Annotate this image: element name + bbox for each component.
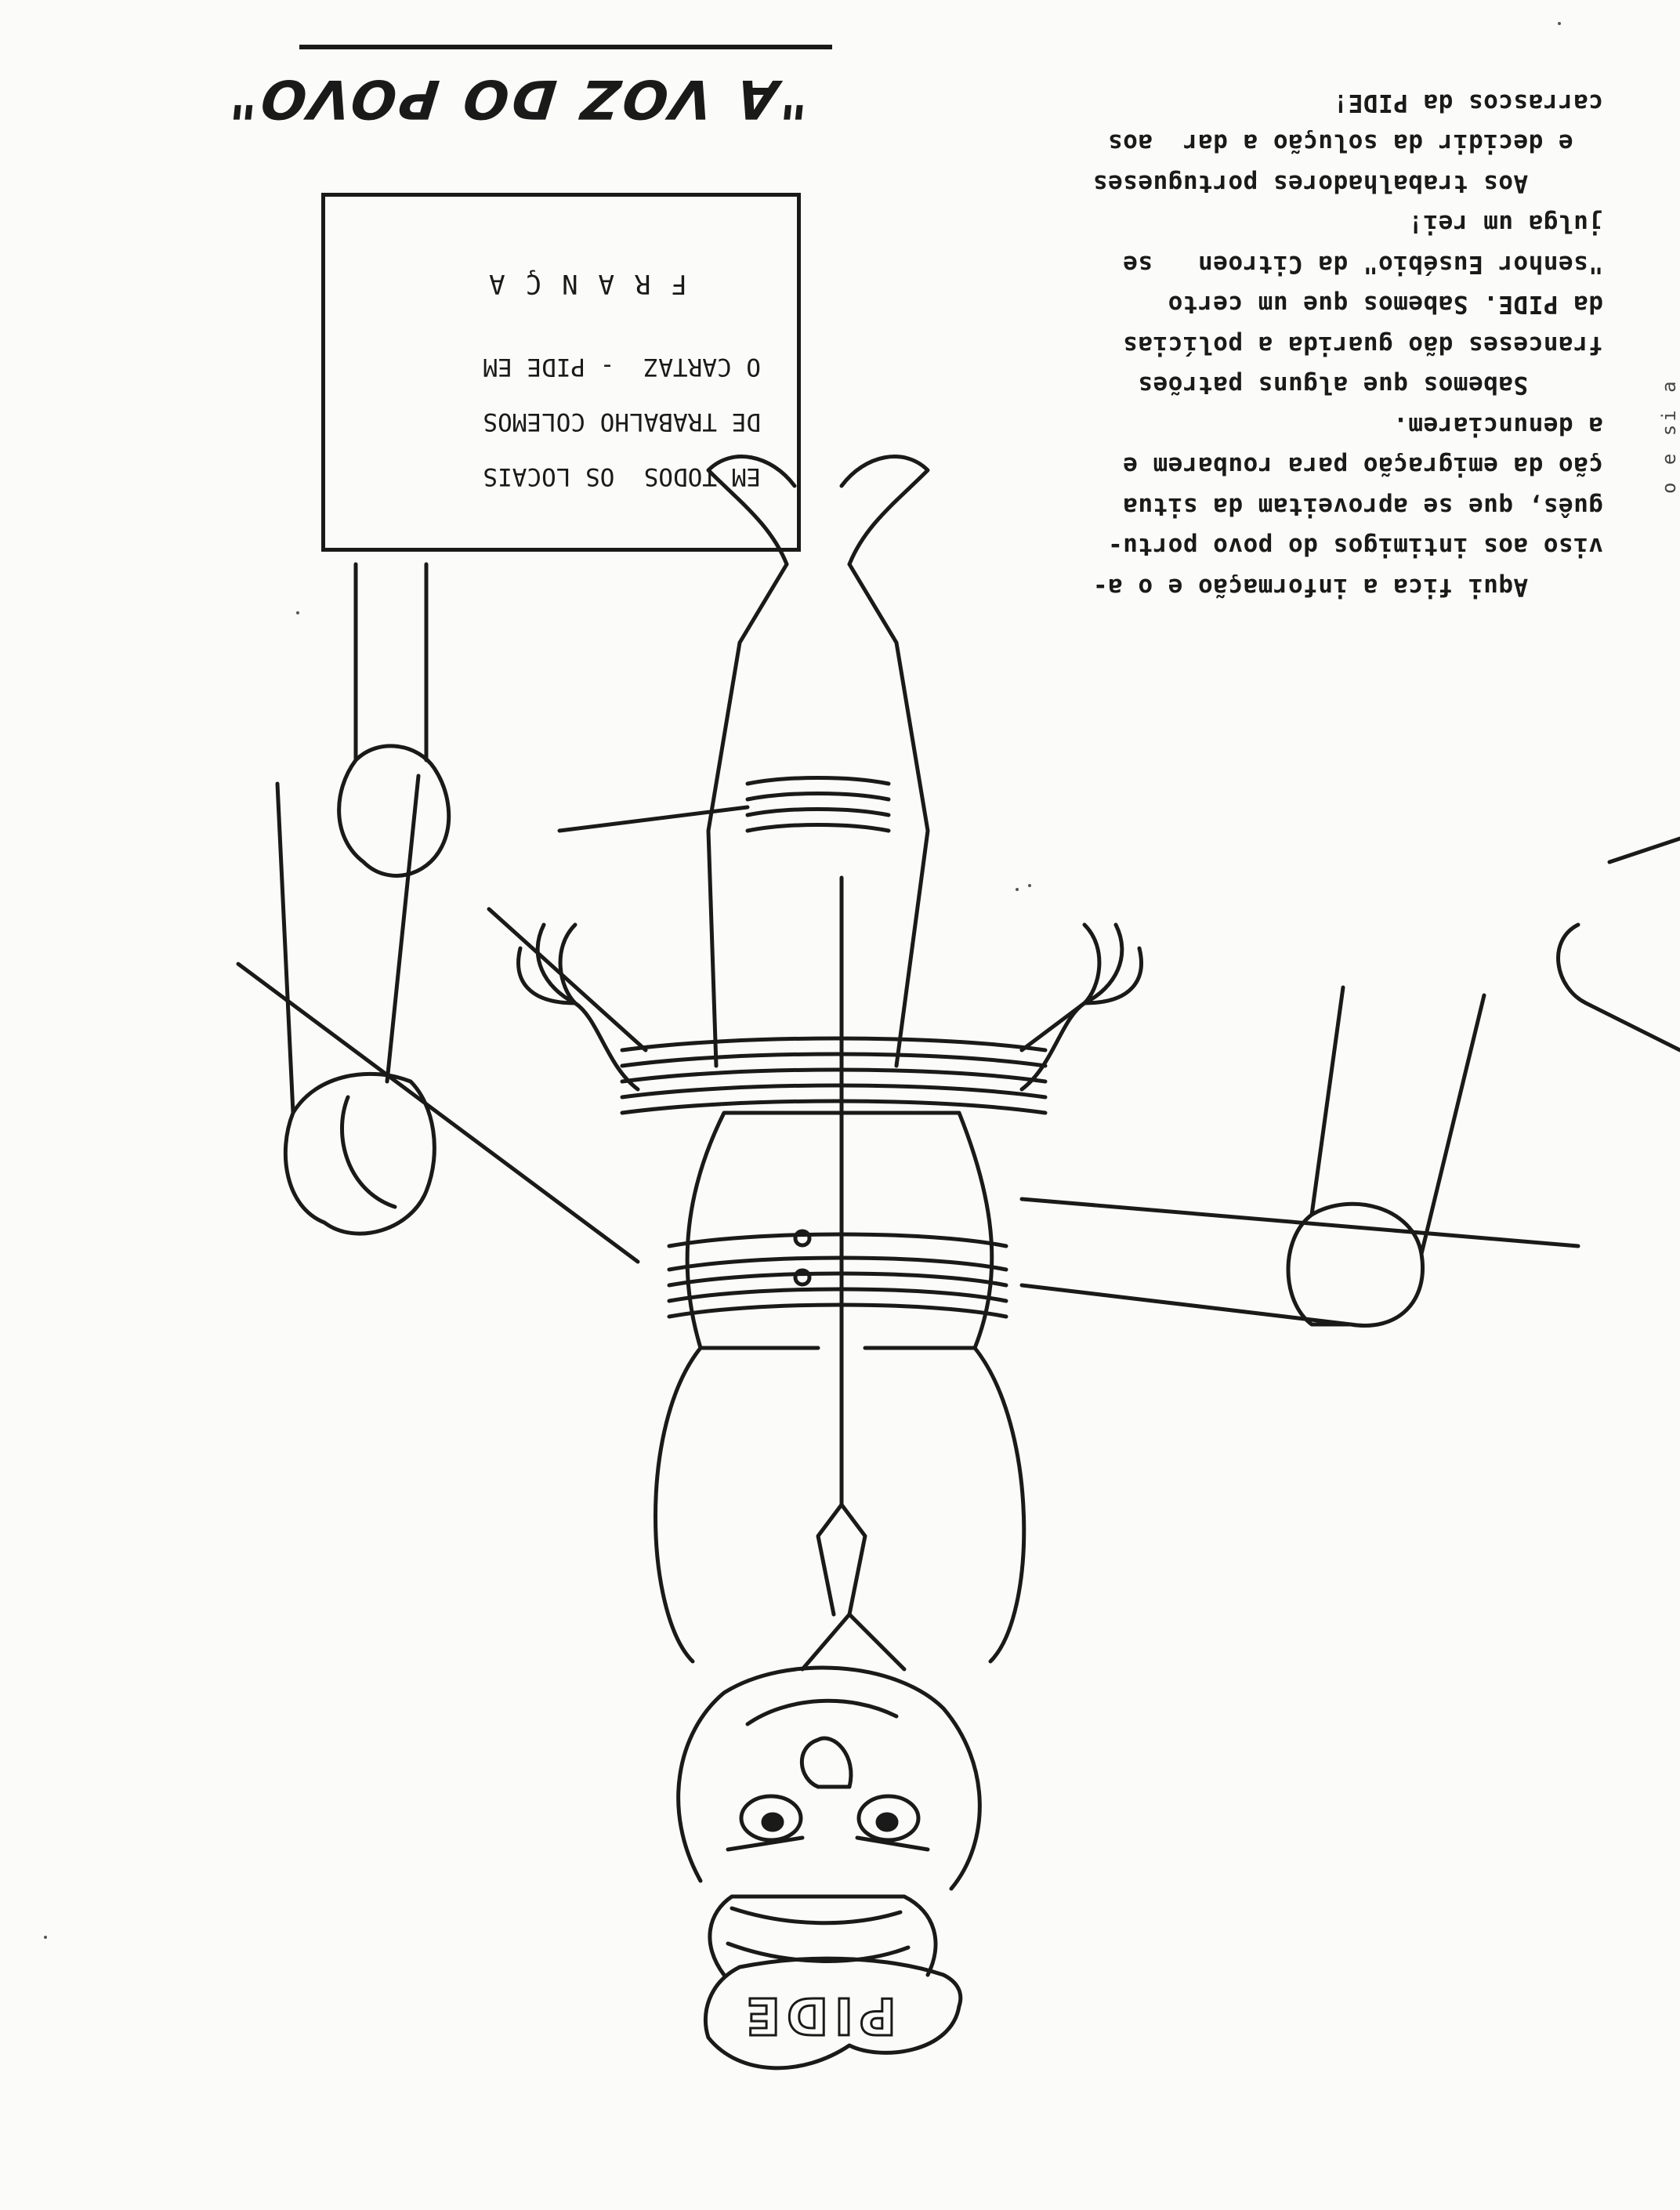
notice-line: EM TODOS OS LOCAIS <box>483 462 761 491</box>
article-line: Aos trabalhadores portugueses <box>1092 169 1603 197</box>
article-line: julga um rei! <box>1407 209 1603 238</box>
notice-line: O CARTAZ - PIDE EM <box>483 353 761 381</box>
article-line: e decidir da solução a dar aos <box>1107 129 1603 158</box>
rope-lines <box>238 807 1578 1324</box>
notice-box <box>321 193 801 552</box>
scan-speck <box>1028 884 1031 887</box>
fist-lower-right <box>1288 987 1484 1326</box>
fist-right-edge <box>1559 839 1680 1050</box>
edge-text: o e si a <box>1658 378 1680 494</box>
article-line: carrascos da PIDE! <box>1333 89 1603 117</box>
article-line: guês, que se aproveitam da situa <box>1122 492 1603 520</box>
pide-hands <box>519 925 1142 1089</box>
headline-rule <box>299 45 832 49</box>
scan-speck <box>1558 22 1561 25</box>
headline-title: "A VOZ DO POVO" <box>224 67 813 129</box>
article-line: Sabemos que alguns patrões <box>1137 371 1603 400</box>
pide-body <box>656 878 1024 1661</box>
article-text <box>851 82 1603 607</box>
headline-block <box>224 51 832 129</box>
article-line: a denunciarem. <box>1392 411 1603 440</box>
scan-speck <box>296 611 299 614</box>
hat-label-text: PIDE <box>740 1986 896 2044</box>
fist-upper-left <box>339 564 449 875</box>
article-line: ção da emigração para roubarem e <box>1122 451 1603 480</box>
rope-bands <box>622 778 1045 1317</box>
scan-speck <box>1016 888 1019 891</box>
fist-lower-left <box>277 776 434 1234</box>
article-line: viso aos intimigos do povo portu- <box>1107 532 1603 561</box>
scan-speck <box>44 1936 47 1939</box>
pide-collar <box>802 1505 904 1669</box>
edge-text-fragment <box>1649 259 1680 494</box>
article-line: franceses dão guarida a polícias <box>1122 331 1603 359</box>
pide-face <box>679 1668 980 1889</box>
article-line: "senhor Eusébio" da Citroen se <box>1122 250 1603 278</box>
notice-line: DE TRABALHO COLEMOS <box>483 408 761 436</box>
notice-country: FRANÇA <box>469 268 687 299</box>
article-line: da PIDE. Sabemos que um certo <box>1168 290 1603 319</box>
article-line: Aqui fica a informação e o a- <box>1092 573 1603 601</box>
